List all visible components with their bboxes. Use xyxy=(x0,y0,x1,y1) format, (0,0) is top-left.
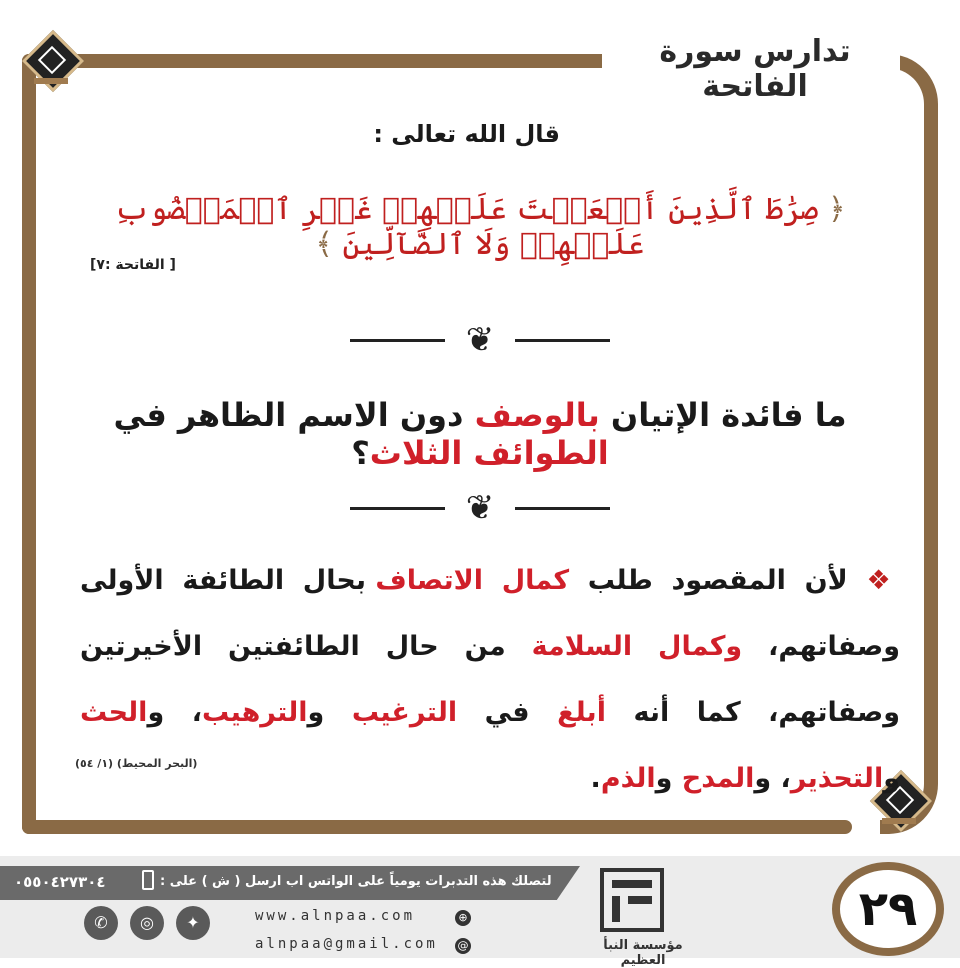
email-link[interactable]: alnpaa@gmail.com xyxy=(255,936,438,952)
globe-icon: ⊕ xyxy=(455,910,471,926)
answer-text: من حال الطائفتين الأخيرتين وصفاتهم، كما أنه xyxy=(80,631,900,728)
brand-logo xyxy=(600,868,664,932)
bullet-icon: ❖ xyxy=(866,565,900,596)
question-part: ما فائدة الإتيان xyxy=(599,396,847,434)
verse-reference: [ الفاتحة :٧] xyxy=(90,257,176,273)
answer-highlight: المدح xyxy=(681,763,755,794)
answer-highlight: الترغيب xyxy=(351,697,458,728)
answer-highlight: الترهيب xyxy=(201,697,308,728)
question-mark: ؟ xyxy=(351,434,370,472)
verse-text: صِرَٰطَ ٱلَّذِينَ أَنۡعَمۡتَ عَلَيۡهِمۡ غَيۡرِ ٱلۡمَغۡضُوبِ عَلَيۡهِمۡ وَلَا ٱلضَّآلِّينَ xyxy=(114,192,819,262)
episode-number: ٢٩ xyxy=(832,862,944,956)
brand-name: مؤسسة النبأ العظيم xyxy=(603,938,683,968)
frame-top xyxy=(22,54,602,68)
website-link[interactable]: www.alnpaa.com xyxy=(255,908,416,924)
ornament-icon: ❦ xyxy=(465,488,495,528)
question-part: دون الاسم الظاهر في xyxy=(113,396,475,434)
answer-text: لأن المقصود طلب xyxy=(569,565,867,596)
answer-text: بحال الطائفة الأولى وصفاتهم، xyxy=(80,565,900,662)
phone-number[interactable]: ٠٥٥٠٤٢٧٣٠٤ xyxy=(14,873,106,891)
question-highlight: الطوائف الثلاث xyxy=(369,434,609,472)
ornament-divider-bottom xyxy=(340,486,620,530)
answer-highlight: الذم xyxy=(600,763,656,794)
whatsapp-icon[interactable]: ✆ xyxy=(84,906,118,940)
answer-text: في xyxy=(457,697,558,728)
answer-highlight: الحث xyxy=(80,697,148,728)
answer-text: و xyxy=(883,763,900,794)
ornament-icon: ❦ xyxy=(465,320,495,360)
answer-highlight: التحذير xyxy=(790,763,884,794)
answer-text: و xyxy=(655,763,682,794)
answer-text: ، و xyxy=(754,763,791,794)
frame-left xyxy=(22,54,36,834)
ornament-divider-top xyxy=(340,318,620,362)
answer-text: و xyxy=(307,697,352,728)
answer-text: . xyxy=(590,763,601,794)
answer-highlight: وكمال السلامة xyxy=(531,631,743,662)
answer-highlight: أبلغ xyxy=(557,697,606,728)
intro-said: قال الله تعالى : xyxy=(373,120,560,148)
frame-bottom xyxy=(22,820,852,834)
question-heading xyxy=(60,396,900,472)
source-citation: (البحر المحيط) (١/ ٥٤) xyxy=(75,757,198,770)
verse-open-bracket: ﴿ xyxy=(828,192,846,227)
answer-text: ، و xyxy=(147,697,202,728)
instagram-icon[interactable]: ◎ xyxy=(130,906,164,940)
question-highlight: بالوصف xyxy=(474,396,600,434)
page-title: تدارس سورة الفاتحة xyxy=(610,34,900,104)
corner-logo-top xyxy=(22,30,80,88)
answer-highlight: كمال الاتصاف xyxy=(375,565,570,596)
subscribe-text: لتصلك هذه التدبرات يومياً على الواتس اب ارسل ( ش ) على : xyxy=(160,874,552,889)
verse-close-bracket: ﴾ xyxy=(315,227,333,262)
quran-verse xyxy=(60,192,900,262)
answer-paragraph xyxy=(80,548,900,812)
phone-icon xyxy=(142,870,154,890)
at-icon: @ xyxy=(455,938,471,954)
twitter-icon[interactable]: ✦ xyxy=(176,906,210,940)
